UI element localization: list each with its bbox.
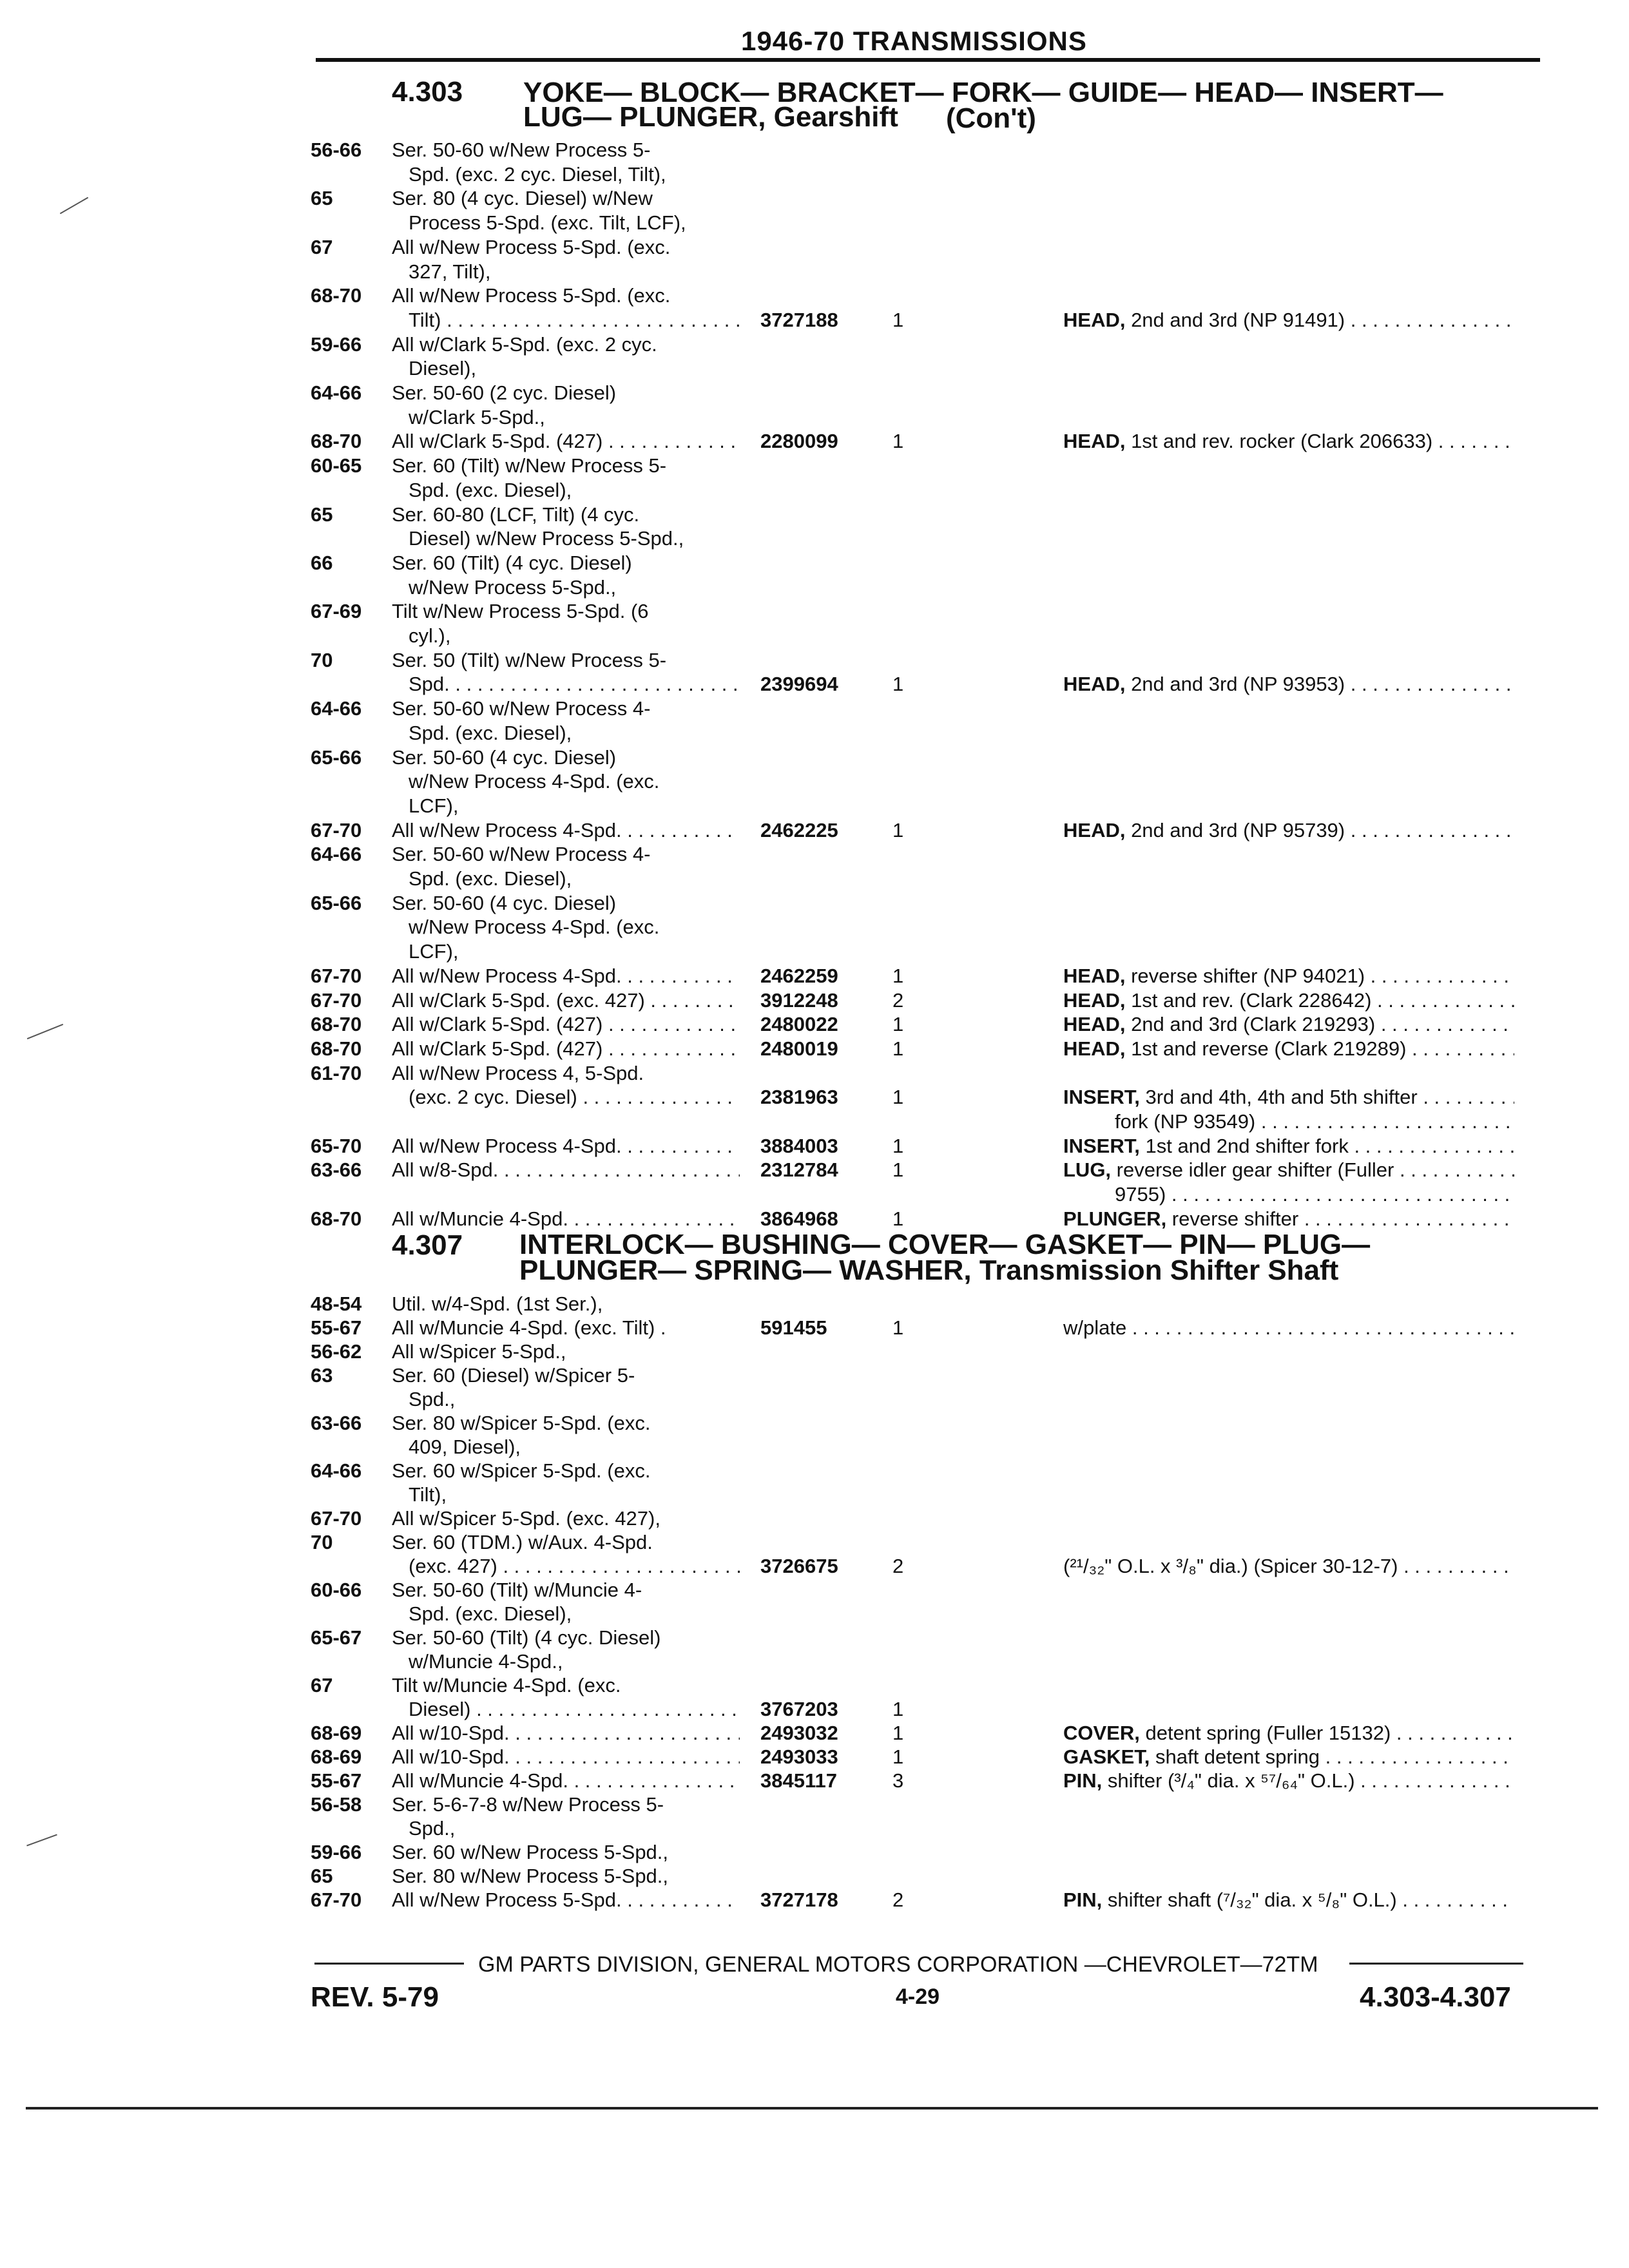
table-row	[0, 405, 1629, 429]
model-year: 60-65	[311, 454, 362, 477]
application: Diesel) w/New Process 5-Spd.,	[409, 527, 684, 550]
description-text: reverse shifter (NP 94021)	[1125, 964, 1365, 987]
table-row	[0, 1158, 1629, 1182]
application: (exc. 2 cyc. Diesel) . . .	[409, 1085, 740, 1109]
table-row	[0, 1792, 1629, 1816]
model-year: 64-66	[311, 381, 362, 404]
description-text: 1st and rev. (Clark 228642)	[1125, 988, 1372, 1012]
application: Ser. 60 w/Spicer 5-Spd. (exc.	[392, 1459, 651, 1482]
application: All w/New Process 5-Spd. (exc.	[392, 235, 671, 258]
model-year: 64-66	[311, 1459, 362, 1482]
description-text: shifter shaft (⁷/₃₂" dia. x ⁵/₈" O.L.)	[1102, 1888, 1397, 1911]
table-row	[0, 1649, 1629, 1673]
part-number: 2480019	[760, 1037, 838, 1060]
application: LCF),	[409, 794, 459, 817]
application: cyl.),	[409, 624, 451, 647]
table-row	[0, 1037, 1629, 1061]
application: All w/New Process 5-Spd. (exc.	[392, 284, 671, 307]
application: Ser. 50-60 w/New Process 5-	[392, 139, 651, 161]
quantity: 2	[892, 1555, 904, 1577]
application: Tilt) . . .	[409, 308, 740, 332]
table-row	[0, 503, 1629, 526]
table-row	[0, 186, 1629, 210]
table-row	[0, 1363, 1629, 1387]
application: Ser. 60 (Diesel) w/Spicer 5-	[392, 1364, 635, 1387]
section-number: 4.303	[392, 76, 463, 108]
quantity: 1	[892, 1316, 904, 1339]
model-year: 68-70	[311, 1037, 362, 1060]
table-row	[0, 964, 1629, 988]
description-text: 3rd and 4th, 4th and 5th shifter	[1139, 1086, 1418, 1109]
application: w/Muncie 4-Spd.,	[409, 1650, 563, 1673]
description-text: reverse shifter	[1166, 1207, 1299, 1230]
table-row	[0, 1459, 1629, 1483]
table-row	[0, 551, 1629, 575]
application: Ser. 60 (Tilt) w/New Process 5-	[392, 454, 667, 477]
application: Ser. 60 (TDM.) w/Aux. 4-Spd.	[392, 1531, 653, 1553]
part-number: 3845117	[760, 1769, 837, 1792]
model-year: 67-70	[311, 964, 362, 987]
application: Ser. 50-60 w/New Process 4-	[392, 843, 651, 866]
table-row	[0, 138, 1629, 162]
model-year: 68-69	[311, 1745, 362, 1768]
application: w/New Process 5-Spd.,	[409, 575, 617, 599]
table-row	[0, 939, 1629, 963]
table-row	[0, 842, 1629, 866]
application: Spd. (exc. Diesel),	[409, 867, 572, 890]
model-year: 63	[311, 1364, 333, 1387]
table-row	[0, 891, 1629, 915]
description	[1063, 1721, 1514, 1745]
application: All w/8-Spd. . . .	[392, 1158, 740, 1182]
description	[1063, 308, 1514, 332]
application: All w/10-Spd. . . .	[392, 1721, 740, 1745]
description-keyword: LUG,	[1063, 1158, 1112, 1182]
application: LCF),	[409, 940, 459, 963]
table-row	[0, 1182, 1629, 1206]
part-number: 2462225	[760, 818, 838, 841]
description-text: 1st and reverse (Clark 219289)	[1125, 1037, 1407, 1060]
application: All w/Clark 5-Spd. (exc. 2 cyc.	[392, 332, 657, 356]
table-row	[0, 745, 1629, 769]
application: All w/Clark 5-Spd. (427) . . .	[392, 429, 740, 453]
quantity: 2	[892, 1888, 904, 1911]
model-year: 65	[311, 503, 333, 526]
model-year: 63-66	[311, 1412, 362, 1434]
description-keyword: HEAD,	[1063, 430, 1126, 453]
table-row	[0, 235, 1629, 259]
table-row	[0, 1387, 1629, 1411]
part-number: 2312784	[760, 1158, 838, 1182]
description	[1063, 1158, 1514, 1182]
table-row	[0, 697, 1629, 720]
table-row	[0, 356, 1629, 380]
description-keyword: GASKET,	[1063, 1745, 1150, 1768]
description-text: (²¹/₃₂" O.L. x ³/₈" dia.) (Spicer 30-12-7)	[1063, 1555, 1398, 1577]
application: Tilt),	[409, 1483, 447, 1506]
model-year: 61-70	[311, 1061, 362, 1084]
quantity: 1	[892, 308, 904, 331]
model-year: 67-69	[311, 600, 362, 623]
table-row	[0, 1292, 1629, 1316]
application: All w/New Process 4, 5-Spd.	[392, 1061, 644, 1084]
application: Util. w/4-Spd. (1st Ser.),	[392, 1293, 603, 1315]
model-year: 65	[311, 1865, 333, 1887]
footer-rule-left	[314, 1963, 464, 1965]
table-row	[0, 308, 1629, 332]
table-row	[0, 1697, 1629, 1721]
model-year: 66	[311, 551, 333, 574]
description-text: detent spring (Fuller 15132)	[1139, 1722, 1391, 1744]
description-keyword: HEAD,	[1063, 964, 1126, 987]
part-number: 3912248	[760, 988, 838, 1012]
application: Ser. 60 (Tilt) (4 cyc. Diesel)	[392, 551, 632, 574]
table-row	[0, 526, 1629, 550]
table-row	[0, 478, 1629, 502]
model-year: 55-67	[311, 1316, 362, 1339]
model-year: 68-69	[311, 1722, 362, 1744]
quantity: 1	[892, 1207, 904, 1230]
part-number: 3864968	[760, 1207, 838, 1230]
table-row	[0, 769, 1629, 793]
application: All w/New Process 4-Spd. . . .	[392, 964, 740, 988]
quantity: 1	[892, 1745, 904, 1768]
application: All w/New Process 5-Spd. . . .	[392, 1888, 740, 1912]
application: Diesel),	[409, 357, 477, 380]
table-row	[0, 1134, 1629, 1158]
table-row	[0, 1769, 1629, 1792]
model-year: 59-66	[311, 1841, 362, 1863]
part-number: 2462259	[760, 964, 838, 987]
application: Tilt w/New Process 5-Spd. (6	[392, 600, 649, 623]
table-row	[0, 818, 1629, 842]
description	[1115, 1110, 1514, 1133]
part-number: 2381963	[760, 1086, 838, 1109]
application: Ser. 60-80 (LCF, Tilt) (4 cyc.	[392, 503, 640, 526]
description-text: shaft detent spring	[1150, 1745, 1320, 1768]
part-number: 3884003	[760, 1134, 838, 1157]
application: Process 5-Spd. (exc. Tilt, LCF),	[409, 211, 686, 235]
quantity: 1	[892, 1013, 904, 1036]
table-row	[0, 867, 1629, 890]
application: All w/Muncie 4-Spd. (exc. Tilt) .	[392, 1316, 666, 1339]
table-row	[0, 648, 1629, 672]
description-keyword: INSERT,	[1063, 1086, 1140, 1109]
model-year: 70	[311, 648, 333, 671]
quantity: 1	[892, 1698, 904, 1720]
part-number: 2280099	[760, 430, 838, 453]
part-number: 3726675	[760, 1555, 838, 1577]
application: All w/Muncie 4-Spd. . . .	[392, 1207, 740, 1231]
table-row	[0, 1435, 1629, 1459]
header-rule	[316, 58, 1540, 62]
description-text: 2nd and 3rd (NP 93953)	[1125, 673, 1345, 696]
application: Spd. . . .	[409, 672, 740, 696]
description	[1063, 672, 1514, 696]
revision-label: REV. 5-79	[311, 1981, 439, 2013]
description-text: reverse idler gear shifter (Fuller	[1111, 1158, 1394, 1182]
table-row	[0, 794, 1629, 818]
table-row	[0, 1745, 1629, 1769]
description-keyword: HEAD,	[1063, 988, 1126, 1012]
application: Spd. (exc. Diesel),	[409, 478, 572, 501]
quantity: 1	[892, 1134, 904, 1157]
table-row	[0, 1340, 1629, 1363]
description-text: 2nd and 3rd (Clark 219293)	[1125, 1013, 1376, 1036]
description-keyword: COVER,	[1063, 1722, 1140, 1744]
application: w/New Process 4-Spd. (exc.	[409, 770, 660, 793]
application: Ser. 50-60 (4 cyc. Diesel)	[392, 745, 617, 769]
table-row	[0, 1411, 1629, 1435]
table-row	[0, 1061, 1629, 1085]
table-row	[0, 1721, 1629, 1745]
description	[1063, 988, 1514, 1012]
table-row	[0, 1888, 1629, 1912]
section-title-line2: LUG— PLUNGER, Gearshift	[523, 101, 898, 133]
part-number: 2493032	[760, 1722, 838, 1744]
quantity: 1	[892, 673, 904, 696]
description	[1063, 429, 1514, 453]
application: Spd. (exc. Diesel),	[409, 1602, 572, 1625]
section-number: 4.307	[392, 1229, 463, 1261]
model-year: 64-66	[311, 843, 362, 866]
application: Spd. (exc. Diesel),	[409, 721, 572, 744]
model-year: 59-66	[311, 332, 362, 356]
application: All w/Spicer 5-Spd.,	[392, 1340, 566, 1363]
scan-edge-line	[26, 2107, 1598, 2109]
table-row	[0, 1673, 1629, 1697]
section-title-line2: PLUNGER— SPRING— WASHER, Transmission Shifter Shaft	[519, 1254, 1339, 1286]
table-row	[0, 381, 1629, 405]
table-row	[0, 1085, 1629, 1109]
table-row	[0, 1840, 1629, 1864]
quantity: 1	[892, 964, 904, 987]
application: Ser. 50-60 (Tilt) w/Muncie 4-	[392, 1579, 642, 1601]
model-year: 65-66	[311, 745, 362, 769]
table-row	[0, 1316, 1629, 1340]
application: w/New Process 4-Spd. (exc.	[409, 916, 660, 939]
quantity: 3	[892, 1769, 904, 1792]
page-header: 1946-70 TRANSMISSIONS	[741, 26, 1087, 56]
table-row	[0, 1110, 1629, 1133]
quantity: 2	[892, 988, 904, 1012]
description-text: shifter (³/₄" dia. x ⁵⁷/₆₄" O.L.)	[1102, 1769, 1355, 1792]
model-year: 60-66	[311, 1579, 362, 1601]
description-text: 1st and rev. rocker (Clark 206633)	[1125, 430, 1433, 453]
application: All w/Spicer 5-Spd. (exc. 427),	[392, 1507, 660, 1530]
table-row	[0, 260, 1629, 284]
description-keyword: INSERT,	[1063, 1134, 1140, 1157]
table-row	[0, 988, 1629, 1012]
table-row	[0, 1816, 1629, 1840]
description-keyword: PIN,	[1063, 1888, 1103, 1911]
application: All w/Clark 5-Spd. (427) . . .	[392, 1012, 740, 1036]
application: Ser. 60 w/New Process 5-Spd.,	[392, 1841, 669, 1863]
description	[1063, 1134, 1514, 1158]
model-year: 68-70	[311, 1207, 362, 1230]
quantity: 1	[892, 1158, 904, 1182]
model-year: 68-70	[311, 284, 362, 307]
model-year: 48-54	[311, 1293, 362, 1315]
part-number: 2480022	[760, 1013, 838, 1036]
description-text: fork (NP 93549)	[1115, 1110, 1256, 1133]
application: 327, Tilt),	[409, 260, 491, 283]
table-row	[0, 599, 1629, 623]
model-year: 68-70	[311, 1013, 362, 1036]
application: Ser. 80 (4 cyc. Diesel) w/New	[392, 187, 653, 210]
application: Spd.,	[409, 1817, 456, 1840]
application: Ser. 50-60 (Tilt) (4 cyc. Diesel)	[392, 1626, 661, 1649]
table-row	[0, 332, 1629, 356]
description	[1063, 1769, 1514, 1792]
description	[1063, 1888, 1514, 1912]
application: All w/Muncie 4-Spd. . . .	[392, 1769, 740, 1792]
application: Spd. (exc. 2 cyc. Diesel, Tilt),	[409, 162, 666, 186]
application: Ser. 50-60 (4 cyc. Diesel)	[392, 891, 617, 914]
table-row	[0, 429, 1629, 453]
part-number: 3727188	[760, 308, 838, 331]
application: All w/New Process 4-Spd. . . .	[392, 818, 740, 842]
section-title-line1: INTERLOCK— BUSHING— COVER— GASKET— PIN— PLUG—	[519, 1229, 1371, 1260]
model-year: 65	[311, 187, 333, 210]
table-row	[0, 1483, 1629, 1506]
description-text: 1st and 2nd shifter fork	[1139, 1134, 1349, 1157]
description	[1063, 1554, 1514, 1578]
section-title-line1: YOKE— BLOCK— BRACKET— FORK— GUIDE— HEAD— INSERT—	[523, 77, 1443, 108]
table-row	[0, 1012, 1629, 1036]
application: Diesel) . . .	[409, 1697, 740, 1721]
model-year: 67-70	[311, 1507, 362, 1530]
description-keyword: HEAD,	[1063, 1037, 1126, 1060]
model-year: 56-62	[311, 1340, 362, 1363]
application: w/Clark 5-Spd.,	[409, 405, 545, 428]
model-year: 67	[311, 235, 333, 258]
table-row	[0, 1207, 1629, 1231]
description-keyword: HEAD,	[1063, 1013, 1126, 1036]
table-row	[0, 1554, 1629, 1578]
model-year: 55-67	[311, 1769, 362, 1792]
table-row	[0, 1530, 1629, 1554]
table-row	[0, 915, 1629, 939]
quantity: 1	[892, 1086, 904, 1109]
model-year: 63-66	[311, 1158, 362, 1182]
application: Ser. 50-60 w/New Process 4-	[392, 697, 651, 720]
description-keyword: PLUNGER,	[1063, 1207, 1167, 1230]
application: All w/Clark 5-Spd. (exc. 427) . . .	[392, 988, 740, 1012]
model-year: 67-70	[311, 988, 362, 1012]
quantity: 1	[892, 430, 904, 453]
description-text: 9755)	[1115, 1183, 1166, 1206]
table-row	[0, 1578, 1629, 1602]
footer-rule-right	[1349, 1963, 1523, 1965]
application: Ser. 5-6-7-8 w/New Process 5-	[392, 1793, 664, 1816]
application: Ser. 50 (Tilt) w/New Process 5-	[392, 648, 667, 671]
model-year: 65-70	[311, 1134, 362, 1157]
model-year: 65-67	[311, 1626, 362, 1649]
section-continued: (Con't)	[946, 102, 1036, 134]
description-text: w/plate	[1063, 1316, 1127, 1339]
description	[1063, 1745, 1514, 1769]
model-year: 56-66	[311, 139, 362, 161]
description	[1063, 1037, 1514, 1061]
model-year: 70	[311, 1531, 333, 1553]
description	[1063, 1085, 1514, 1109]
table-row	[0, 1626, 1629, 1649]
part-number: 3727178	[760, 1888, 838, 1911]
model-year: 64-66	[311, 697, 362, 720]
part-number: 2493033	[760, 1745, 838, 1768]
description-keyword: HEAD,	[1063, 818, 1126, 841]
application: All w/New Process 4-Spd. . . .	[392, 1134, 740, 1158]
table-row	[0, 1506, 1629, 1530]
table-row	[0, 575, 1629, 599]
table-row	[0, 672, 1629, 696]
part-number: 591455	[760, 1316, 827, 1339]
model-year: 65-66	[311, 891, 362, 914]
description	[1063, 1207, 1514, 1231]
description	[1115, 1182, 1514, 1206]
description	[1063, 964, 1514, 988]
table-row	[0, 624, 1629, 648]
part-number: 3767203	[760, 1698, 838, 1720]
description-keyword: HEAD,	[1063, 308, 1126, 331]
description-keyword: HEAD,	[1063, 673, 1126, 696]
table-row	[0, 211, 1629, 235]
quantity: 1	[892, 818, 904, 841]
application: All w/Clark 5-Spd. (427) . . .	[392, 1037, 740, 1061]
application: 409, Diesel),	[409, 1436, 521, 1458]
description	[1063, 1012, 1514, 1036]
application: All w/10-Spd. . . .	[392, 1745, 740, 1769]
section-range: 4.303-4.307	[1360, 1981, 1511, 2013]
table-row	[0, 284, 1629, 307]
part-number: 2399694	[760, 673, 838, 696]
model-year: 56-58	[311, 1793, 362, 1816]
description-text: 2nd and 3rd (NP 95739)	[1125, 818, 1345, 841]
application: Ser. 80 w/New Process 5-Spd.,	[392, 1865, 669, 1887]
quantity: 1	[892, 1037, 904, 1060]
model-year: 67-70	[311, 818, 362, 841]
table-row	[0, 454, 1629, 477]
table-row	[0, 1602, 1629, 1626]
footer-publisher: GM PARTS DIVISION, GENERAL MOTORS CORPORATION —CHEVROLET—72TM	[478, 1952, 1318, 1977]
quantity: 1	[892, 1722, 904, 1744]
application: Spd.,	[409, 1388, 456, 1410]
table-row	[0, 162, 1629, 186]
description	[1063, 1316, 1514, 1340]
description-keyword: PIN,	[1063, 1769, 1103, 1792]
description-text: 2nd and 3rd (NP 91491)	[1125, 308, 1345, 331]
model-year: 68-70	[311, 430, 362, 453]
application: Ser. 50-60 (2 cyc. Diesel)	[392, 381, 617, 404]
application: Ser. 80 w/Spicer 5-Spd. (exc.	[392, 1412, 651, 1434]
application: Tilt w/Muncie 4-Spd. (exc.	[392, 1674, 621, 1696]
model-year: 67-70	[311, 1888, 362, 1911]
model-year: 67	[311, 1674, 333, 1696]
description	[1063, 818, 1514, 842]
table-row	[0, 1864, 1629, 1888]
page-number: 4-29	[896, 1984, 940, 2009]
table-row	[0, 721, 1629, 745]
application: (exc. 427) . . .	[409, 1554, 740, 1578]
